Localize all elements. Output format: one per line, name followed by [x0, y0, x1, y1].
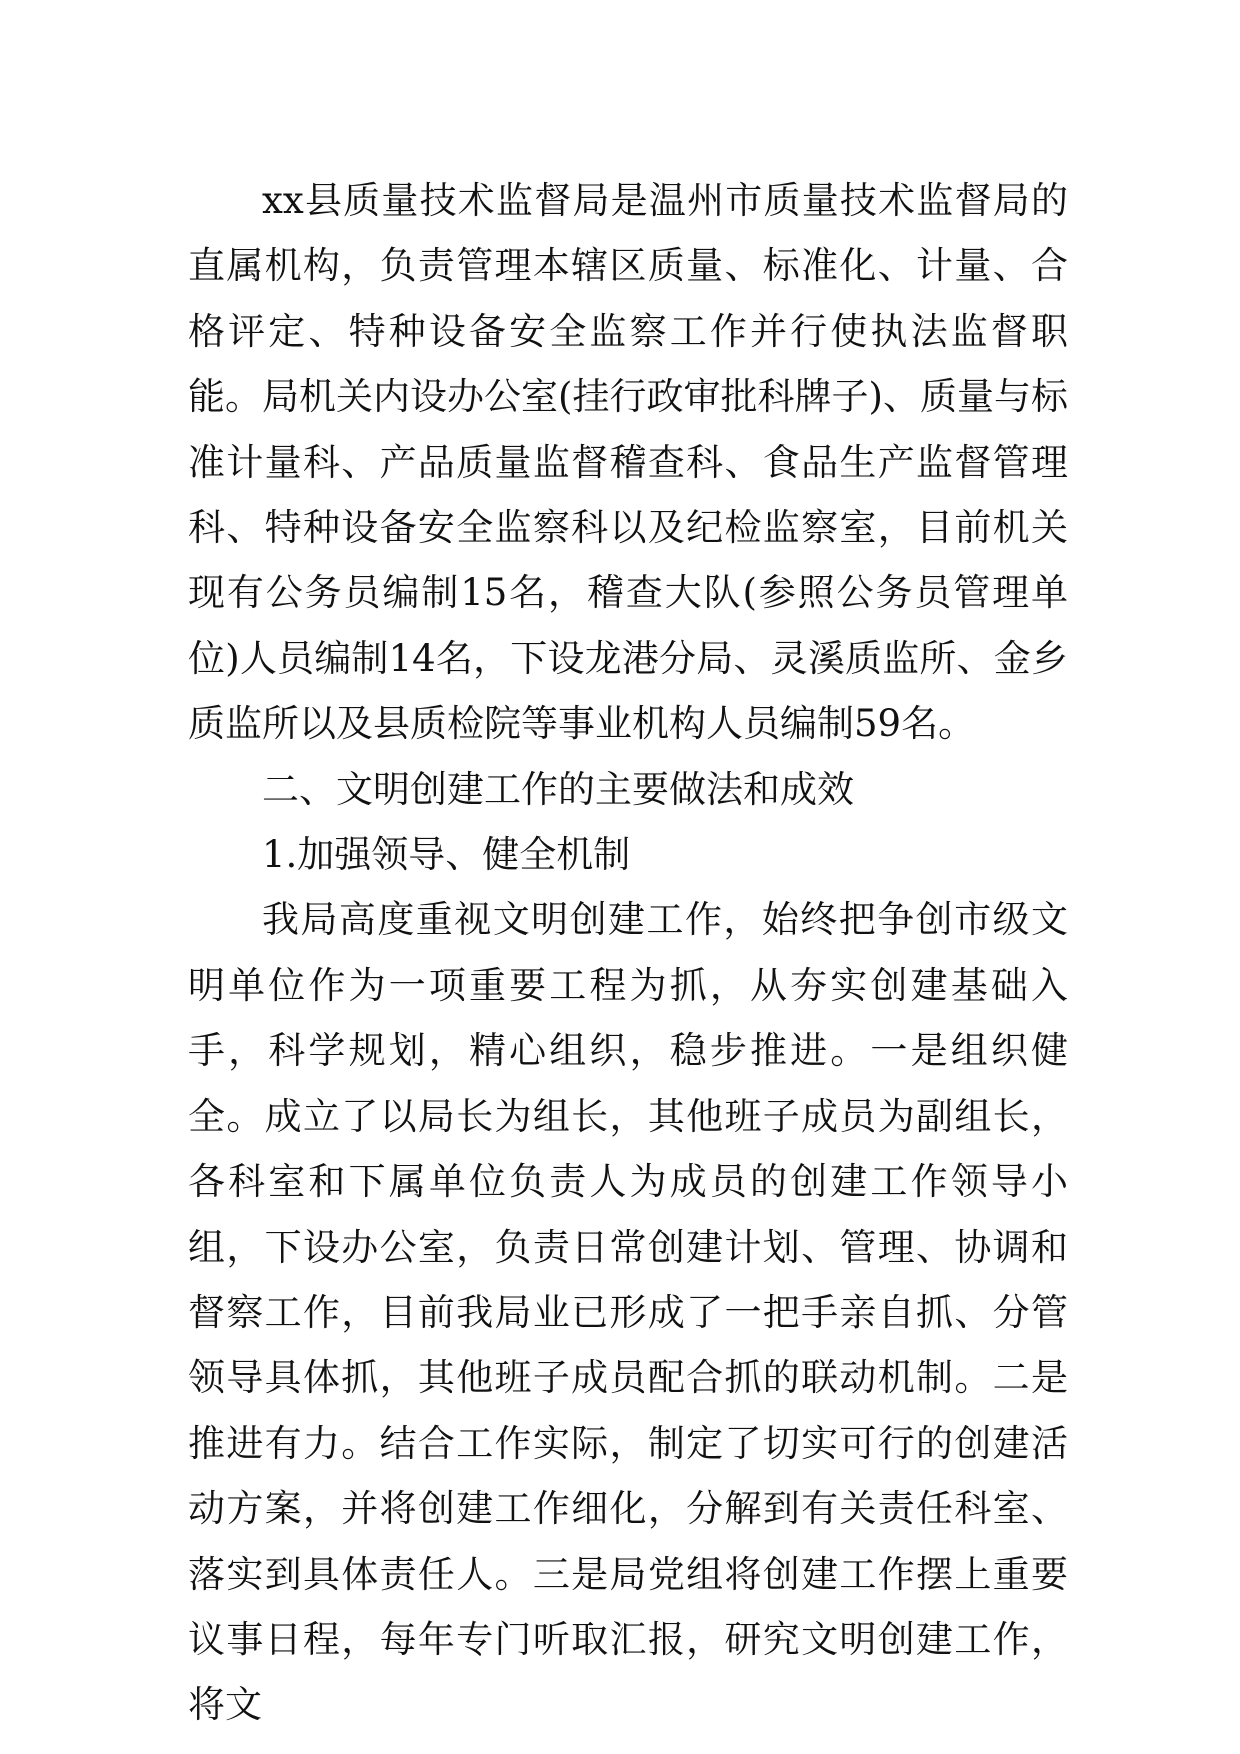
paragraph-agency-overview: xx县质量技术监督局是温州市质量技术监督局的直属机构，负责管理本辖区质量、标准化、计量、合格评定、特种设备安全监察工作并行使执法监督职能。局机关内设办公室(挂行政审批科牌子)、质量与标准计量科、产品质量监督稽查科、食品生产监督管理科、特种设备安全监察科以及纪检监察室，目前机关现有公务员编制15名，稽查大队(参照公务员管理单位)人员编制14名，下设龙港分局、灵溪质监所、金乡质监所以及县质检院等事业机构人员编制59名。 — [188, 179, 1068, 746]
subsection-heading: 1.加强领导、健全机制 — [262, 833, 631, 877]
paragraph-leadership-mechanism: 我局高度重视文明创建工作，始终把争创市级文明单位作为一项重要工程为抓，从夯实创建基础入手，科学规划，精心组织，稳步推进。一是组织健全。成立了以局长为组长，其他班子成员为副组长，各科室和下属单位负责人为成员的创建工作领导小组，下设办公室，负责日常创建计划、管理、协调和督察工作，目前我局业已形成了一把手亲自抓、分管领导具体抓，其他班子成员配合抓的联动机制。二是推进有力。结合工作实际，制定了切实可行的创建活动方案，并将创建工作细化，分解到有关责任科室、落实到具体责任人。三是局党组将创建工作摆上重要议事日程，每年专门听取汇报，研究文明创建工作，将文 — [188, 898, 1068, 1727]
section-heading: 二、文明创建工作的主要做法和成效 — [262, 767, 854, 811]
document-body — [188, 168, 1068, 1738]
